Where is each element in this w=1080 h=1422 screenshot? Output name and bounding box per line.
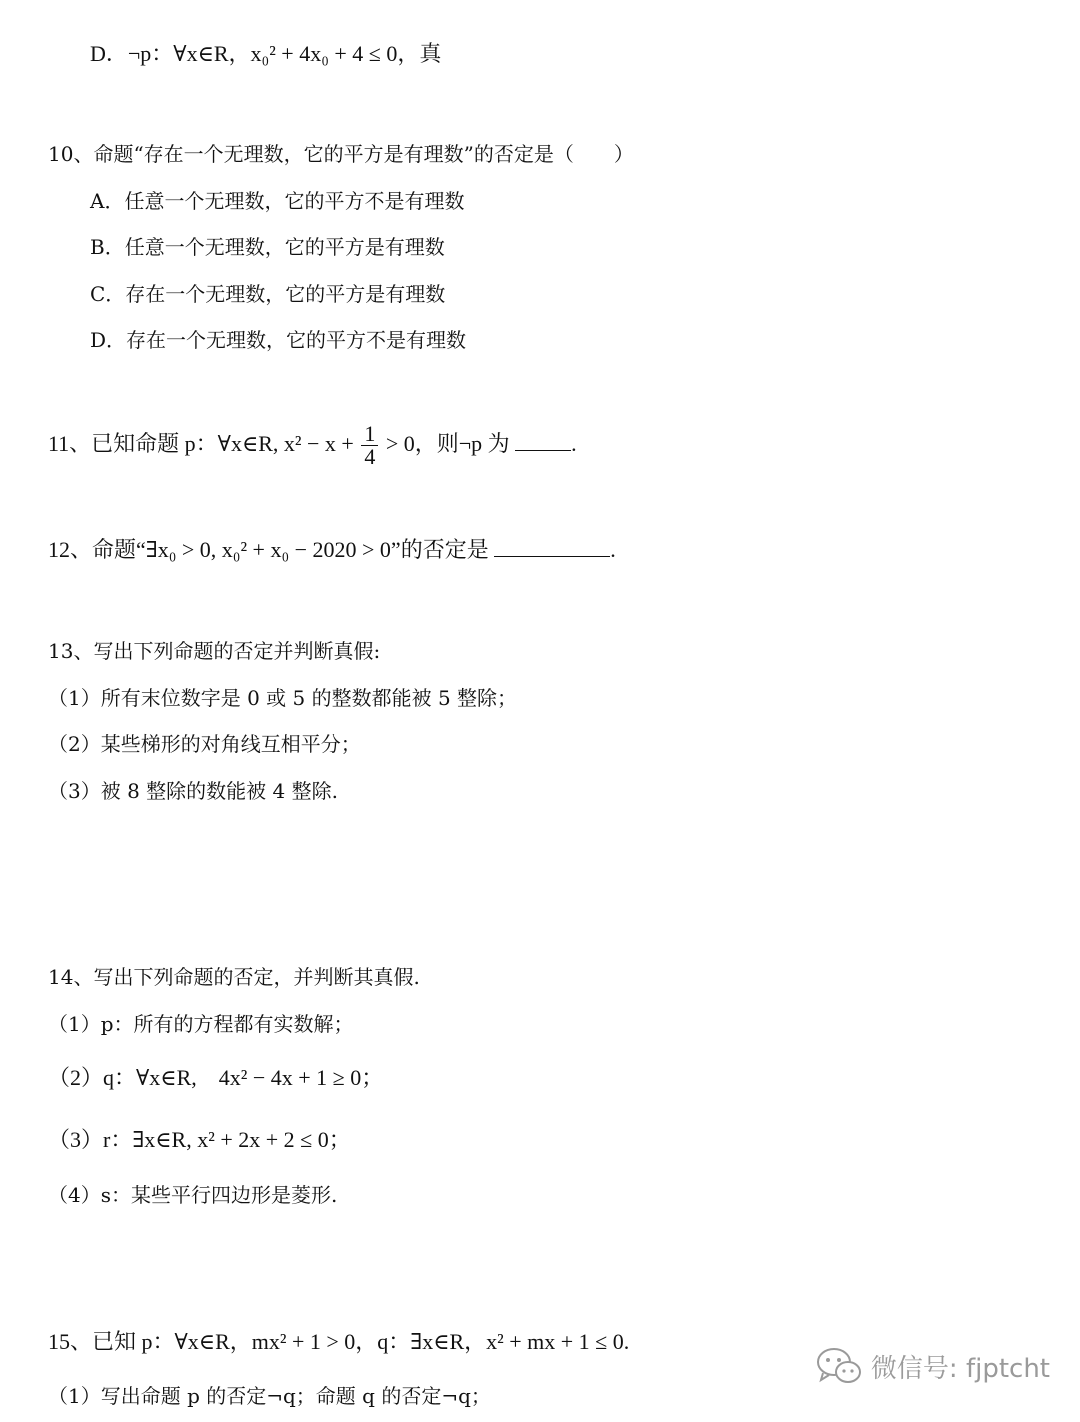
question-14-stem: 14、写出下列命题的否定，并判断其真假. — [48, 965, 420, 989]
question-10-stem: 10、命题“存在一个无理数，它的平方是有理数”的否定是（ ） — [48, 142, 634, 166]
question-10-option-c: C．存在一个无理数，它的平方是有理数 — [90, 282, 446, 306]
watermark — [815, 1346, 1050, 1386]
question-9-option-d: D．¬p：∀x∈R，x₀² + 4x₀ + 4 ≤ 0，真 — [90, 41, 442, 66]
question-11-suffix: > 0，则¬p 为 — [385, 431, 510, 456]
question-13-stem: 13、写出下列命题的否定并判断真假: — [48, 639, 381, 663]
question-10-option-a: A．任意一个无理数，它的平方不是有理数 — [90, 189, 465, 213]
question-10-option-d: D．存在一个无理数，它的平方不是有理数 — [90, 328, 467, 352]
question-15-item-1: （1）写出命题 p 的否定¬q；命题 q 的否定¬q； — [48, 1384, 491, 1408]
wechat-icon — [815, 1346, 863, 1386]
question-12-stem — [48, 536, 616, 564]
watermark-text: 微信号: fjptcht — [870, 1353, 1050, 1384]
question-14-item-2: （2）q：∀x∈R, 4x² − 4x + 1 ≥ 0； — [48, 1065, 384, 1090]
question-10-option-b: B．任意一个无理数，它的平方是有理数 — [90, 235, 445, 259]
fraction-denominator: 4 — [364, 444, 376, 470]
question-13-item-1: （1）所有末位数字是 0 或 5 的整数都能被 5 整除； — [48, 686, 518, 710]
question-13-item-3: （3）被 8 整除的数能被 4 整除. — [48, 779, 338, 803]
question-12-text: 12、命题“∃x₀ > 0, x₀² + x₀ − 2020 > 0”的否定是 — [48, 537, 489, 562]
question-14-item-3: （3）r：∃x∈R, x² + 2x + 2 ≤ 0； — [48, 1127, 351, 1152]
question-11-end: . — [571, 431, 577, 456]
answer-blank[interactable] — [515, 432, 571, 451]
question-12-end: . — [610, 537, 616, 562]
question-15-stem: 15、已知 p：∀x∈R，mx² + 1 > 0，q：∃x∈R，x² + mx + 1 ≤ 0. — [48, 1329, 630, 1354]
question-14-item-4: （4）s：某些平行四边形是菱形. — [48, 1183, 338, 1207]
question-14-item-1: （1）p：所有的方程都有实数解； — [48, 1012, 354, 1036]
question-13-item-2: （2）某些梯形的对角线互相平分； — [48, 732, 361, 756]
question-11-stem — [48, 414, 577, 474]
answer-blank[interactable] — [494, 538, 610, 557]
question-11-fraction — [361, 423, 378, 468]
question-11-prefix: 11、已知命题 p：∀x∈R, x² − x + — [48, 431, 354, 456]
fraction-numerator: 1 — [361, 423, 378, 446]
